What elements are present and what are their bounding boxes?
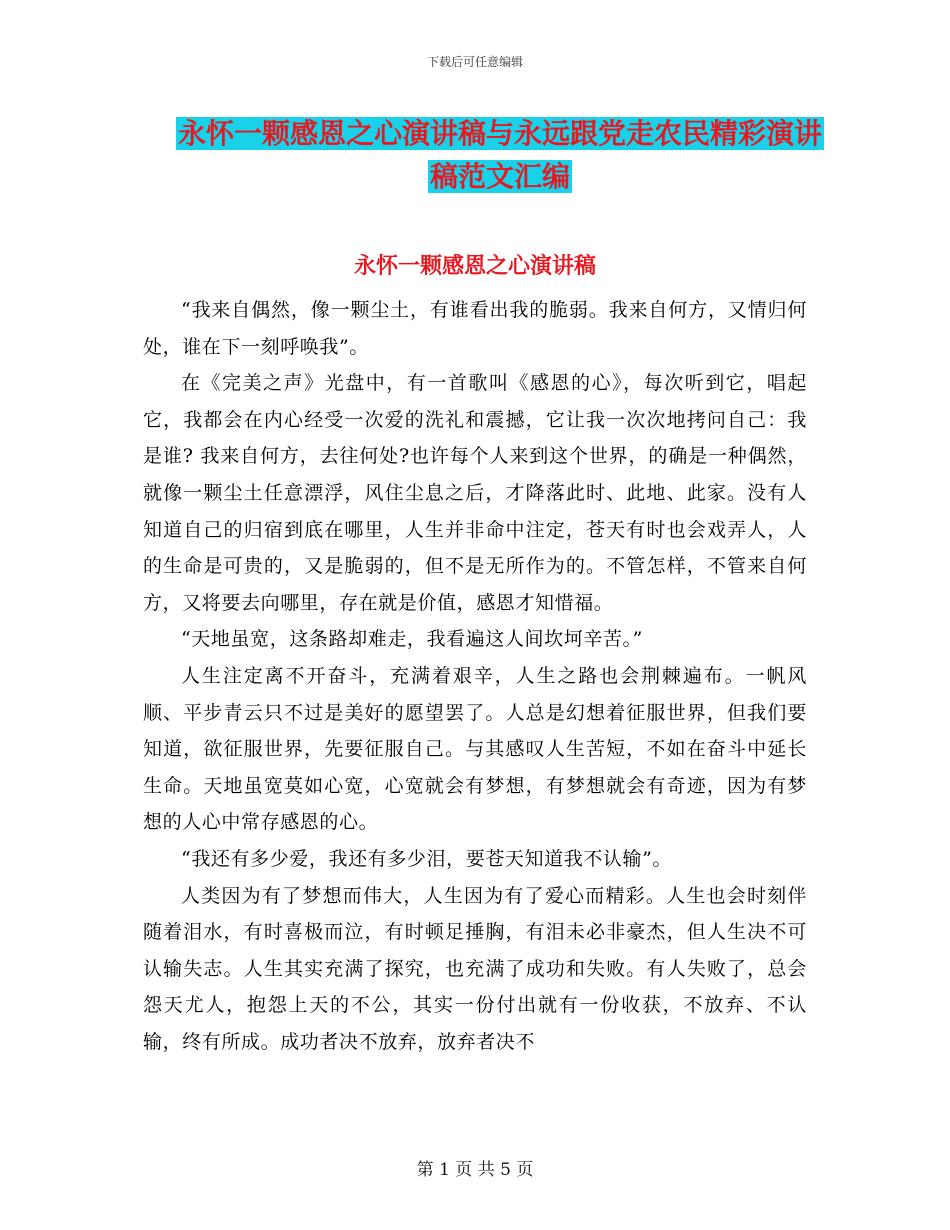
paragraph: “天地虽宽，这条路却难走，我看遍这人间坎坷辛苦。” bbox=[181, 628, 643, 651]
paragraph: 在《完美之声》光盘中，有一首歌叫《感恩的心》，每次听到它，唱起它，我都会在内心经受一次爱的洗礼和震撼，它让我一次次地拷问自己：我是谁? 我来自何方，去往何处?也许每个人来到这个世界，的确是一种偶然，就像一颗尘土任意漂浮，风住尘息之后，才降落此时、此地、此家。没有人知道自己的归宿到底在哪里，人生并非命中注定，苍天有时也会戏弄人，人的生命是可贵的，又是脆弱的，但不是无所作为的。不管怎样，不管来自何方，又将要去向哪里，存在就是价值，感恩才知惜福。 bbox=[143, 372, 807, 614]
document-title-text-1: 永怀一颗感恩之心演讲稿与永远跟党走农民精彩演讲 bbox=[177, 117, 822, 150]
document-title-line-2 bbox=[120, 155, 880, 195]
document-title-text-2: 稿范文汇编 bbox=[429, 160, 570, 193]
paragraph: 人类因为有了梦想而伟大，人生因为有了爱心而精彩。人生也会时刻伴随着泪水，有时喜极而泣，有时顿足捶胸，有泪未必非豪杰，但人生决不可认输失志。人生其实充满了探究，也充满了成功和失败。有人失败了，总会怨天尤人，抱怨上天的不公，其实一份付出就有一份收获，不放弃、不认输，终有所成。成功者决不放弃，放弃者决不 bbox=[143, 884, 807, 1053]
paragraph: 人生注定离不开奋斗，充满着艰辛，人生之路也会荆棘遍布。一帆风顺、平步青云只不过是美好的愿望罢了。人总是幻想着征服世界，但我们要知道，欲征服世界，先要征服自己。与其感叹人生苦短，不如在奋斗中延长生命。天地虽宽莫如心宽，心宽就会有梦想，有梦想就会有奇迹，因为有梦想的人心中常存感恩的心。 bbox=[143, 664, 807, 834]
header-note: 下载后可任意编辑 bbox=[426, 55, 523, 69]
page-number: 第 1 页 共 5 页 bbox=[416, 1160, 534, 1180]
document-title-line-1 bbox=[120, 112, 880, 152]
document-body bbox=[143, 292, 807, 1060]
paragraph: “我来自偶然，像一颗尘土，有谁看出我的脆弱。我来自何方，又情归何处，谁在下一刻呼唤我”。 bbox=[143, 299, 807, 358]
section-title: 永怀一颗感恩之心演讲稿 bbox=[353, 254, 596, 279]
paragraph: “我还有多少爱，我还有多少泪，要苍天知道我不认输”。 bbox=[181, 847, 673, 870]
